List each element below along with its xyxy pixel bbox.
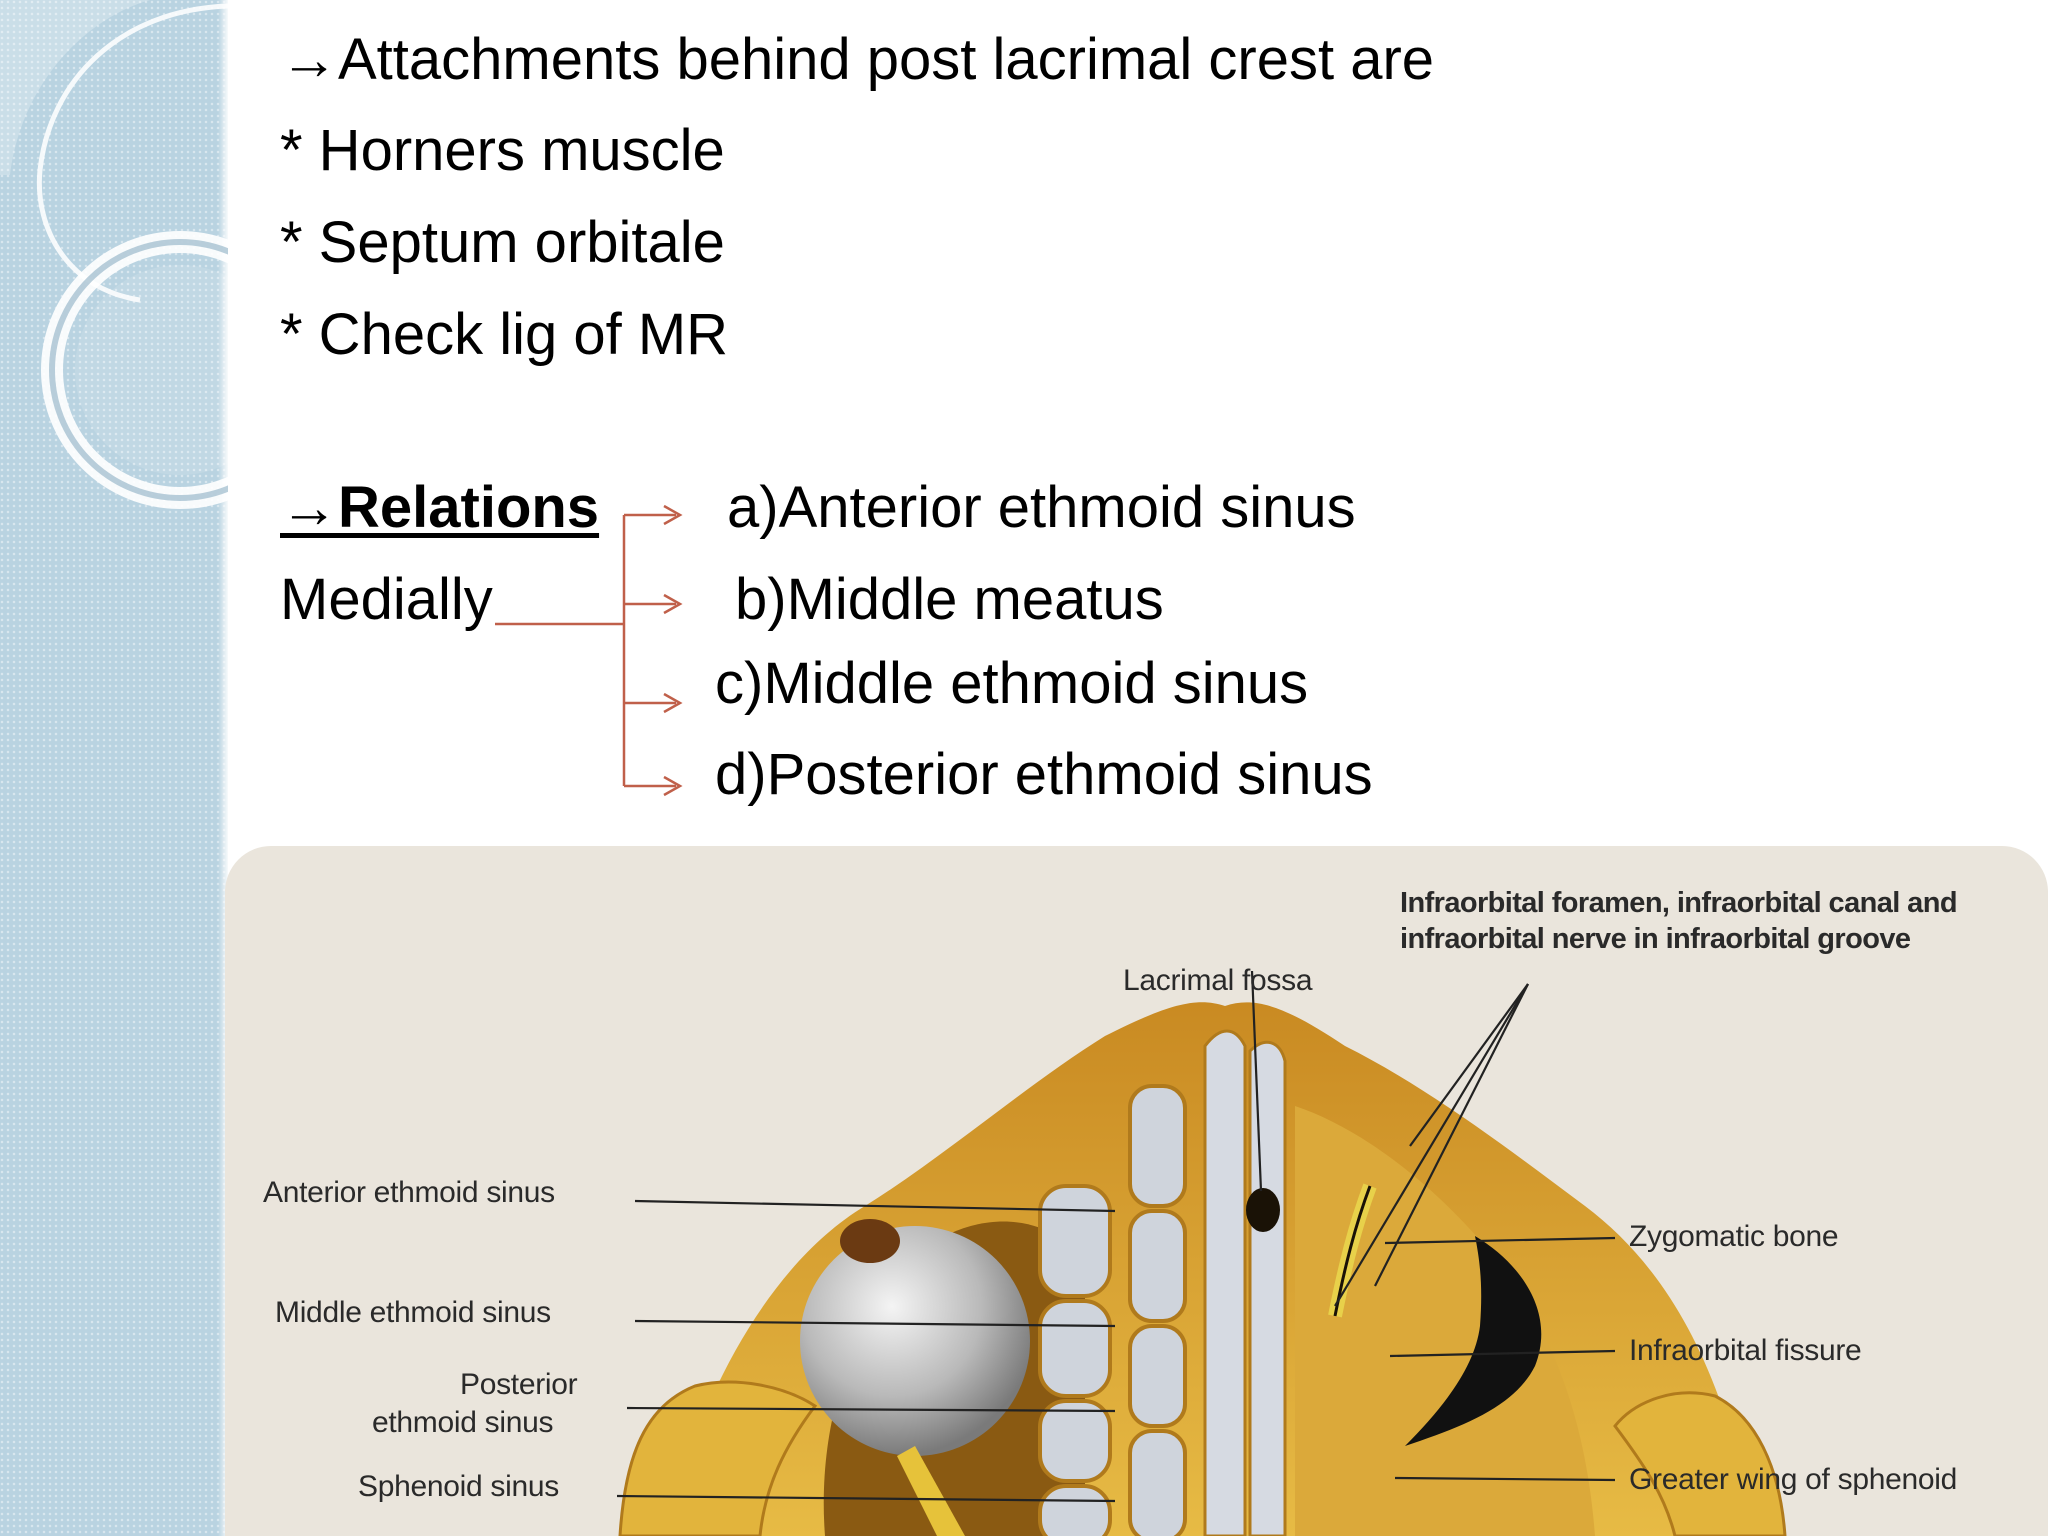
label-posterior-ethmoid-sinus: ethmoid sinus (372, 1406, 554, 1439)
relation-item-d: d)Posterior ethmoid sinus (715, 742, 1373, 807)
decorative-rings (0, 0, 228, 520)
label-infraorbital-nerve: infraorbital nerve in infraorbital groove (1400, 923, 1911, 955)
label-middle-ethmoid-sinus: Middle ethmoid sinus (275, 1296, 551, 1329)
bullet-horners-muscle: * Horners muscle (280, 118, 725, 183)
label-lacrimal-fossa: Lacrimal fossa (1123, 964, 1313, 997)
relations-title: →Relations (280, 475, 600, 540)
bullet-check-lig: * Check lig of MR (280, 302, 729, 367)
label-greater-wing-of-sphenoid: Greater wing of sphenoid (1629, 1463, 1958, 1496)
relation-item-b: b)Middle meatus (735, 567, 1164, 632)
relation-item-c: c)Middle ethmoid sinus (715, 651, 1309, 716)
label-zygomatic-bone: Zygomatic bone (1629, 1220, 1839, 1253)
label-anterior-ethmoid-sinus: Anterior ethmoid sinus (263, 1176, 555, 1209)
attachments-heading: →Attachments behind post lacrimal crest are (280, 27, 1435, 92)
label-posterior: Posterior (460, 1368, 578, 1401)
label-infraorbital-foramen: Infraorbital foramen, infraorbital canal and (1400, 887, 1957, 919)
relation-item-a: a)Anterior ethmoid sinus (727, 475, 1356, 540)
relations-medially: Medially (280, 567, 493, 632)
label-sphenoid-sinus: Sphenoid sinus (358, 1470, 559, 1503)
orbit-anatomy-figure (225, 846, 2048, 1536)
label-infraorbital-fissure: Infraorbital fissure (1629, 1334, 1862, 1367)
bullet-septum-orbitale: * Septum orbitale (280, 210, 725, 275)
